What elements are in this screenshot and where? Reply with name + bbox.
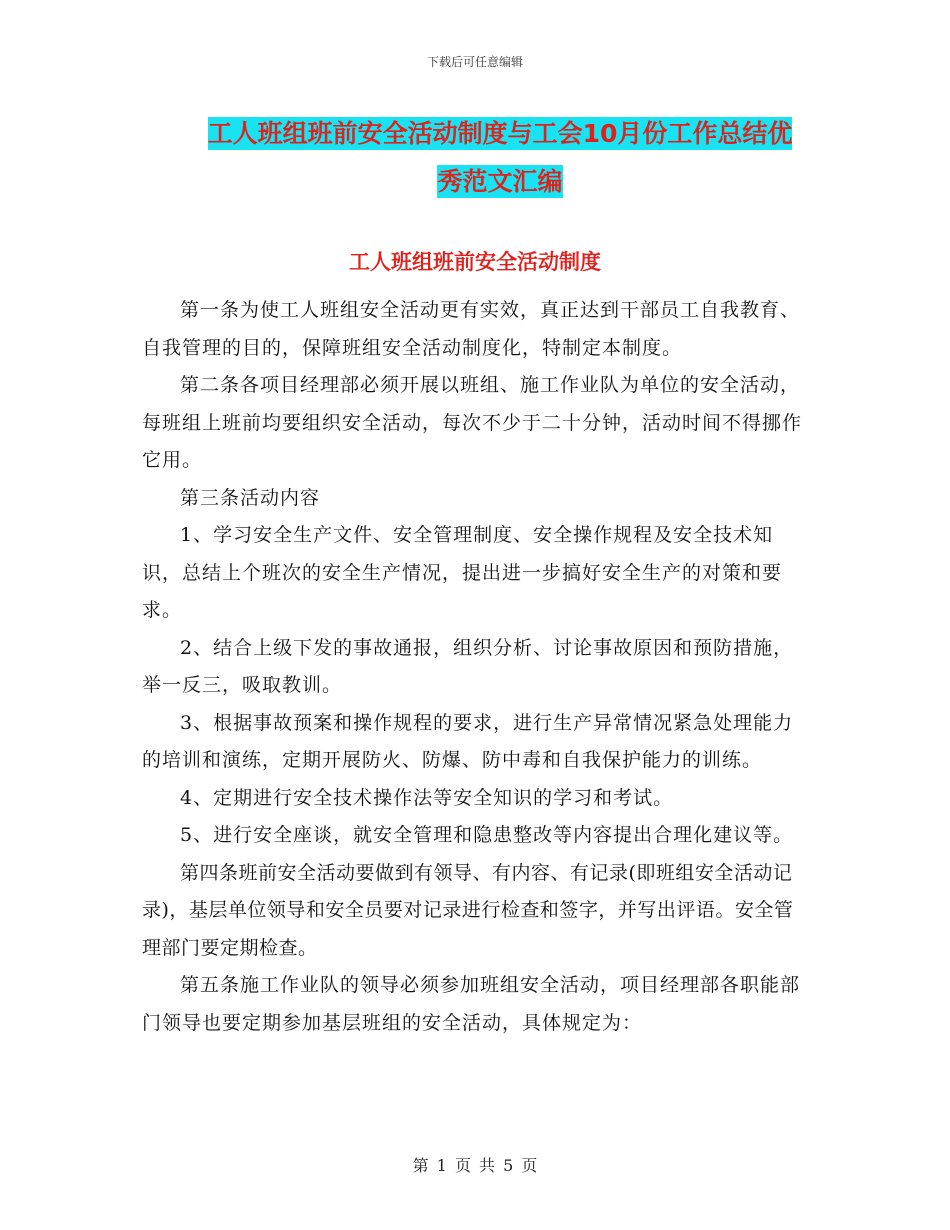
document-title bbox=[150, 110, 850, 206]
section-heading: 工人班组班前安全活动制度 bbox=[349, 250, 601, 274]
paragraph-article-1: 第一条为使工人班组安全活动更有实效，真正达到干部员工自我教育、自我管理的目的，保障班组安全活动制度化，特制定本制度。 bbox=[142, 299, 801, 359]
paragraph-item-5: 5、进行安全座谈，就安全管理和隐患整改等内容提出合理化建议等。 bbox=[180, 824, 794, 846]
document-body bbox=[142, 292, 806, 1042]
document-title-line-2: 秀范文汇编 bbox=[437, 167, 563, 196]
paragraph-item-2: 2、结合上级下发的事故通报，组织分析、讨论事故原因和预防措施，举一反三，吸取教训。 bbox=[142, 636, 794, 696]
paragraph-item-4: 4、定期进行安全技术操作法等安全知识的学习和考试。 bbox=[180, 786, 674, 809]
page-header-note: 下载后可任意编辑 bbox=[426, 55, 523, 69]
paragraph-article-4: 第四条班前安全活动要做到有领导、有内容、有记录(即班组安全活动记录)，基层单位领导和安全员要对记录进行检查和签字，并写出评语。安全管理部门要定期检查。 bbox=[142, 861, 794, 959]
paragraph-item-1: 1、学习安全生产文件、安全管理制度、安全操作规程及安全技术知识，总结上个班次的安全生产情况，提出进一步搞好安全生产的对策和要求。 bbox=[142, 524, 783, 621]
paragraph-article-5: 第五条施工作业队的领导必须参加班组安全活动，项目经理部各职能部门领导也要定期参加基层班组的安全活动，具体规定为： bbox=[142, 974, 801, 1034]
paragraph-item-3: 3、根据事故预案和操作规程的要求，进行生产异常情况紧急处理能力的培训和演练，定期开展防火、防爆、防中毒和自我保护能力的训练。 bbox=[142, 711, 794, 771]
paragraph-article-3: 第三条活动内容 bbox=[180, 486, 321, 509]
document-title-line-1: 工人班组班前安全活动制度与工会10月份工作总结优 bbox=[207, 119, 793, 148]
page-footer: 第 1 页 共 5 页 bbox=[412, 1156, 538, 1175]
paragraph-article-2: 第二条各项目经理部必须开展以班组、施工作业队为单位的安全活动，每班组上班前均要组织安全活动，每次不少于二十分钟，活动时间不得挪作它用。 bbox=[142, 374, 803, 471]
